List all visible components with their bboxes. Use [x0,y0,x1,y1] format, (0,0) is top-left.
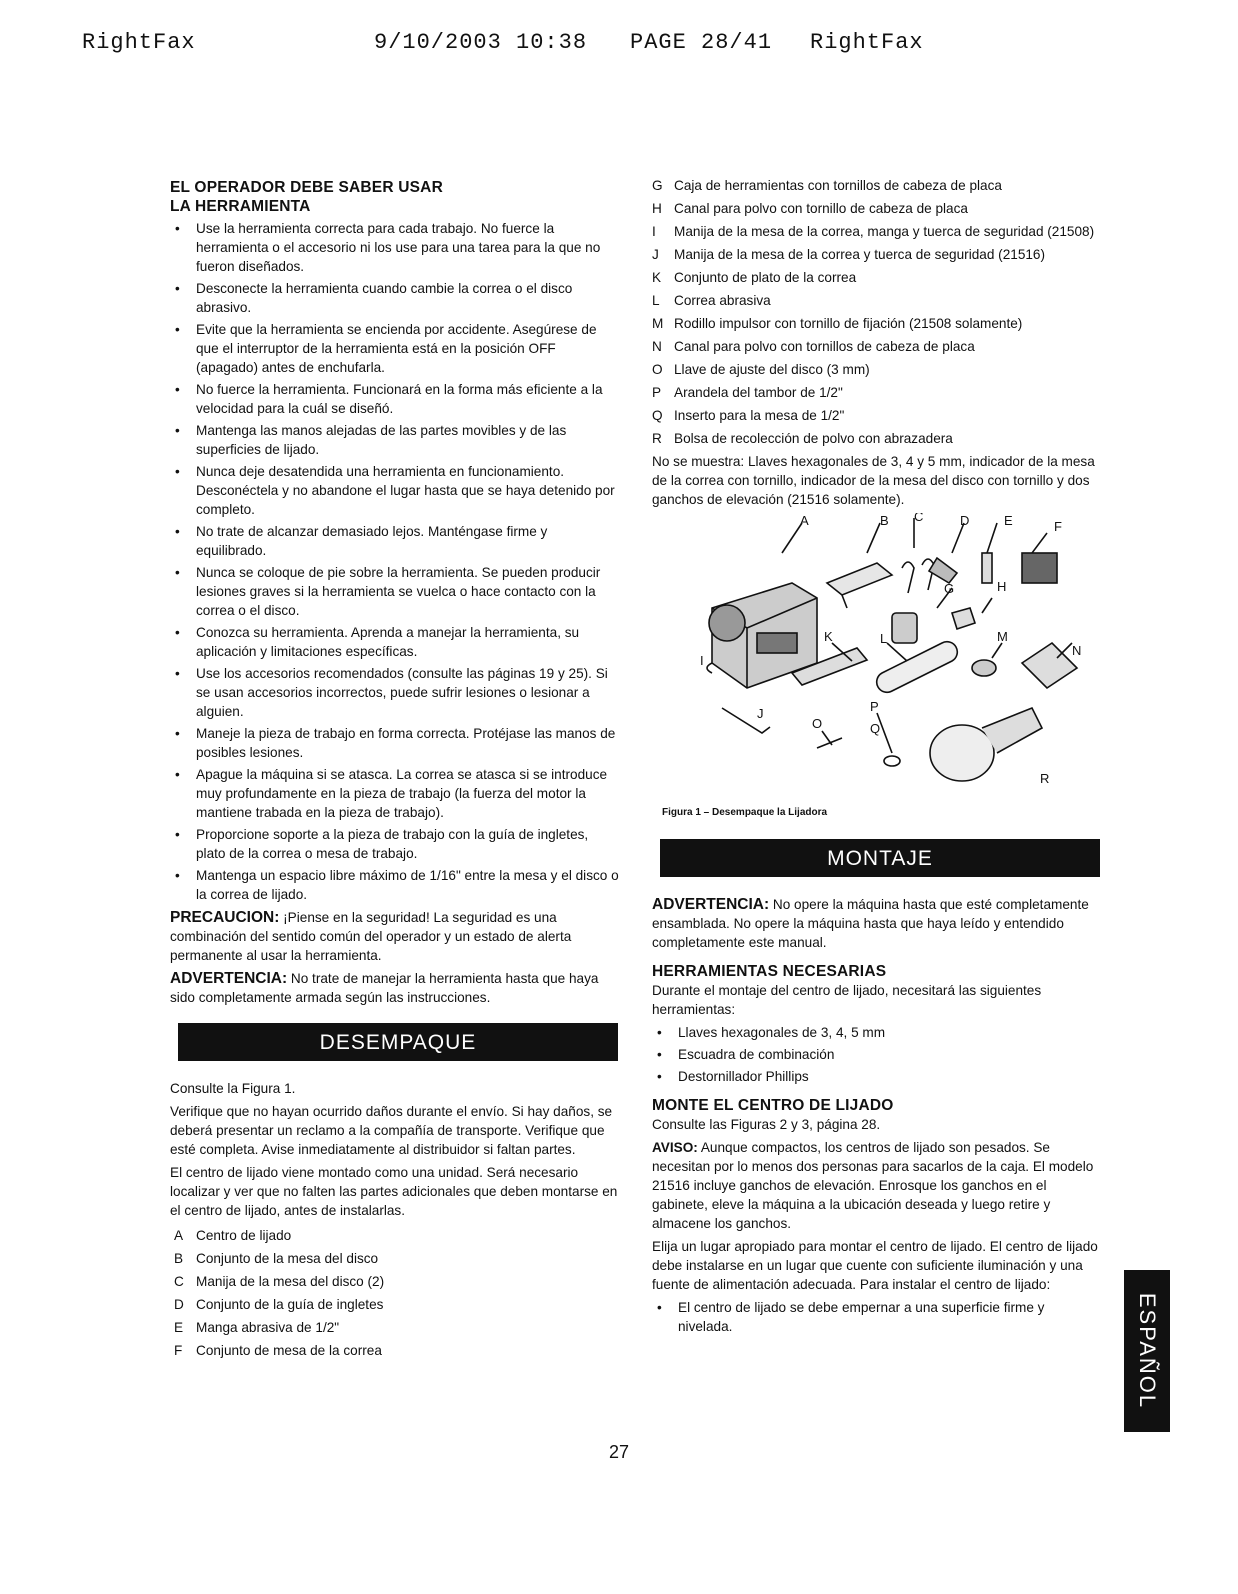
safety-bullet: • No trate de alcanzar demasiado lejos. Manténgase firme y equilibrado. [170,522,620,560]
safety-bullet: • No fuerce la herramienta. Funcionará en la forma más eficiente a la velocidad para la cuál se diseñó. [170,380,620,418]
part-item [652,176,1102,195]
part-label: Rodillo impulsor con tornillo de fijación (21508 solamente) [674,316,1023,331]
part-item [652,222,1102,241]
operator-heading-line1: EL OPERADOR DEBE SABER USAR [170,179,443,196]
advertencia-text: No trate de manejar la herramienta hasta que haya sido completamente armada según las instrucciones. [170,971,599,1005]
parts-list-left [170,1226,620,1360]
figure-label: K [824,629,833,644]
part-label: Conjunto de plato de la correa [674,270,857,285]
part-label: Bolsa de recolección de polvo con abrazadera [674,431,953,446]
safety-bullet: • Conozca su herramienta. Aprenda a manejar la herramienta, su aplicación y limitaciones específicas. [170,623,620,661]
safety-bullet: • Nunca deje desatendida una herramienta en funcionamiento. Desconéctela y no abandone el lugar hasta que se haya detenido por completo. [170,462,620,519]
safety-bullet: • Use los accesorios recomendados (consulte las páginas 19 y 25). Si se usan accesorios incorrectos, puede sufrir lesiones o lesionar a alguien. [170,664,620,721]
part-key: B [174,1251,184,1266]
fax-header-datetime: 9/10/2003 10:38 [374,30,588,55]
figure-label: D [960,513,970,528]
montaje-advertencia-paragraph [652,895,1102,952]
part-item [170,1249,620,1268]
part-label: Manga abrasiva de 1/2" [196,1320,340,1335]
part-item [652,199,1102,218]
part-key: Q [652,408,663,423]
safety-bullet: • Use la herramienta correcta para cada trabajo. No fuerce la herramienta o el accesorio ni los use para una tarea para la que no fueron diseñados. [170,219,620,276]
part-label: Caja de herramientas con tornillos de cabeza de placa [674,178,1002,193]
safety-bullet: • Mantenga las manos alejadas de las partes movibles y de las superficies de lijado. [170,421,620,459]
safety-bullet-list [170,219,620,904]
parts-list-right [652,176,1102,448]
part-label: Canal para polvo con tornillo de cabeza de placa [674,201,968,216]
part-label: Centro de lijado [196,1228,292,1243]
part-item [170,1295,620,1314]
precaucion-label: PRECAUCION: [170,909,280,926]
part-key: G [652,178,663,193]
part-item [652,337,1102,356]
part-item [652,406,1102,425]
part-key: O [652,362,663,377]
part-key: D [174,1297,184,1312]
part-item [652,291,1102,310]
figure-label: H [997,579,1007,594]
safety-bullet: • Maneje la pieza de trabajo en forma correcta. Protéjase las manos de posibles lesiones. [170,724,620,762]
part-key: A [174,1228,184,1243]
safety-bullet: • Desconecte la herramienta cuando cambie la correa o el disco abrasivo. [170,279,620,317]
part-key: R [652,431,662,446]
part-key: M [652,316,664,331]
part-label: Conjunto de la guía de ingletes [196,1297,384,1312]
part-label: Canal para polvo con tornillos de cabeza de placa [674,339,975,354]
part-item [170,1341,620,1360]
part-key: L [652,293,660,308]
figure-label: C [914,513,924,524]
figure-label: A [800,513,809,528]
aviso-label: AVISO: [652,1140,698,1155]
part-item [170,1272,620,1291]
part-key: N [652,339,662,354]
part-key: H [652,201,662,216]
part-label: Llave de ajuste del disco (3 mm) [674,362,870,377]
safety-bullet: • Mantenga un espacio libre máximo de 1/16" entre la mesa y el disco o la correa de lijado. [170,866,620,904]
part-item [652,360,1102,379]
monte-consulte-text: Consulte las Figuras 2 y 3, página 28. [652,1117,881,1132]
part-item [652,429,1102,448]
aviso-text: Aunque compactos, los centros de lijado son pesados. Se necesitan por lo menos dos personas para sacarlos de la caja. El modelo 21516 incluye ganchos de elevación. Enrosque los ganchos en el gabinete, eleve la máquina a la ubicación deseada y luego retire y almacene los ganchos. [652,1140,1094,1231]
figure-label: F [1054,519,1062,534]
consulte-figura-text: Consulte la Figura 1. [170,1081,296,1096]
part-label: Manija de la mesa del disco (2) [196,1274,385,1289]
part-label: Conjunto de la mesa del disco [196,1251,379,1266]
figure-label: E [1004,513,1013,528]
part-item [652,245,1102,264]
part-item [170,1318,620,1337]
elija-text: Elija un lugar apropiado para montar el centro de lijado. El centro de lijado debe instalarse en un lugar que cuente con suficiente iluminación y una fuente de alimentación adecuada. Para instalar el centro de lijado: [652,1239,1098,1292]
safety-bullet: • Evite que la herramienta se encienda por accidente. Asegúrese de que el interruptor de la herramienta está en la posición OFF (apagado) antes de enchufarla. [170,320,620,377]
safety-bullet: • Apague la máquina si se atasca. La correa se atasca si se introduce muy profundamente en la pieza de trabajo (la fuerza del motor la mantiene trabada en la pieza de trabajo). [170,765,620,822]
part-key: E [174,1320,184,1335]
herramientas-heading: HERRAMIENTAS NECESARIAS [652,963,887,980]
part-key: K [652,270,662,285]
part-item [652,314,1102,333]
monte-heading: MONTE EL CENTRO DE LIJADO [652,1097,894,1114]
operator-heading-line2: LA HERRAMIENTA [170,198,311,215]
part-key: J [652,247,659,262]
safety-bullet: • Nunca se coloque de pie sobre la herramienta. Se pueden producir lesiones graves si la herramienta se vuelca o hace contacto con la correa o el disco. [170,563,620,620]
figure-label: Q [870,721,881,736]
figure-label: L [880,631,888,646]
final-bullet: • El centro de lijado se debe empernar a una superficie firme y nivelada. [652,1298,1102,1336]
advertencia-paragraph [170,969,620,1007]
language-side-tab-label: ESPAÑOL [1135,1292,1160,1410]
figure-1-unpacking [652,513,1092,823]
precaucion-text: ¡Piense en la seguridad! La seguridad es una combinación del sentido común del operador y un estado de alerta permanente al usar la herramienta. [170,910,572,963]
part-item [170,1226,620,1245]
fax-header-right: RightFax [810,30,924,55]
herramienta-item: • Llaves hexagonales de 3, 4, 5 mm [652,1023,1102,1042]
precaucion-paragraph [170,908,620,965]
part-key: P [652,385,662,400]
figure-label: N [1072,643,1082,658]
figure-label: P [870,699,879,714]
parts-illustration [652,513,1092,803]
advertencia-label: ADVERTENCIA: [170,970,288,987]
desempaque-banner: DESEMPAQUE [178,1023,618,1061]
part-label: Arandela del tambor de 1/2" [674,385,843,400]
aviso-paragraph [652,1138,1102,1233]
figure-label: J [757,706,764,721]
figure-label: B [880,513,889,528]
right-column [652,176,1102,1340]
figure-label: G [944,581,955,596]
figure-label: I [700,653,704,668]
part-key: I [652,224,656,239]
figure-label: O [812,716,823,731]
part-item [652,268,1102,287]
part-key: F [174,1343,183,1358]
montaje-advertencia-text: No opere la máquina hasta que esté completamente ensamblada. No opere la máquina hasta que haya leído y entendido completamente este manual. [652,897,1089,950]
herramientas-list [652,1023,1102,1086]
figure-label: R [1040,771,1050,786]
fax-header-left: RightFax [82,30,196,55]
montaje-advertencia-label: ADVERTENCIA: [652,896,770,913]
montaje-banner: MONTAJE [660,839,1100,877]
safety-bullet: • Proporcione soporte a la pieza de trabajo con la guía de ingletes, plato de la correa o mesa de trabajo. [170,825,620,863]
left-column [170,178,620,1364]
herramientas-intro: Durante el montaje del centro de lijado, necesitará las siguientes herramientas: [652,983,1042,1017]
language-side-tab [1124,1270,1170,1432]
no-se-muestra-text: No se muestra: Llaves hexagonales de 3, 4 y 5 mm, indicador de la mesa de la correa con tornillo, indicador de la mesa del disco con tornillo y dos ganchos de elevación (21516 solamente). [652,454,1095,507]
part-label: Correa abrasiva [674,293,771,308]
centro-text: El centro de lijado viene montado como una unidad. Será necesario localizar y ver que no falten las partes adicionales que deben montarse en el centro de lijado, antes de instalarlas. [170,1165,618,1218]
page-number: 27 [608,1442,630,1462]
verifique-text: Verifique que no hayan ocurrido daños durante el envío. Si hay daños, se deberá presentar un reclamo a la compañía de transporte. Verifique que esté completa. Avise inmediatamente al distribuidor si faltan partes. [170,1104,613,1157]
part-label: Manija de la mesa de la correa, manga y tuerca de seguridad (21508) [674,224,1095,239]
part-item [652,383,1102,402]
figure-label: M [997,629,1008,644]
part-label: Conjunto de mesa de la correa [196,1343,382,1358]
final-bullet-list [652,1298,1102,1336]
part-label: Manija de la mesa de la correa y tuerca de seguridad (21516) [674,247,1046,262]
part-label: Inserto para la mesa de 1/2" [674,408,845,423]
fax-header [82,30,1198,155]
part-key: C [174,1274,184,1289]
herramienta-item: • Escuadra de combinación [652,1045,1102,1064]
figure-caption: Figura 1 – Desempaque la Lijadora [662,807,828,818]
herramienta-item: • Destornillador Phillips [652,1067,1102,1086]
fax-header-page: PAGE 28/41 [630,30,773,55]
